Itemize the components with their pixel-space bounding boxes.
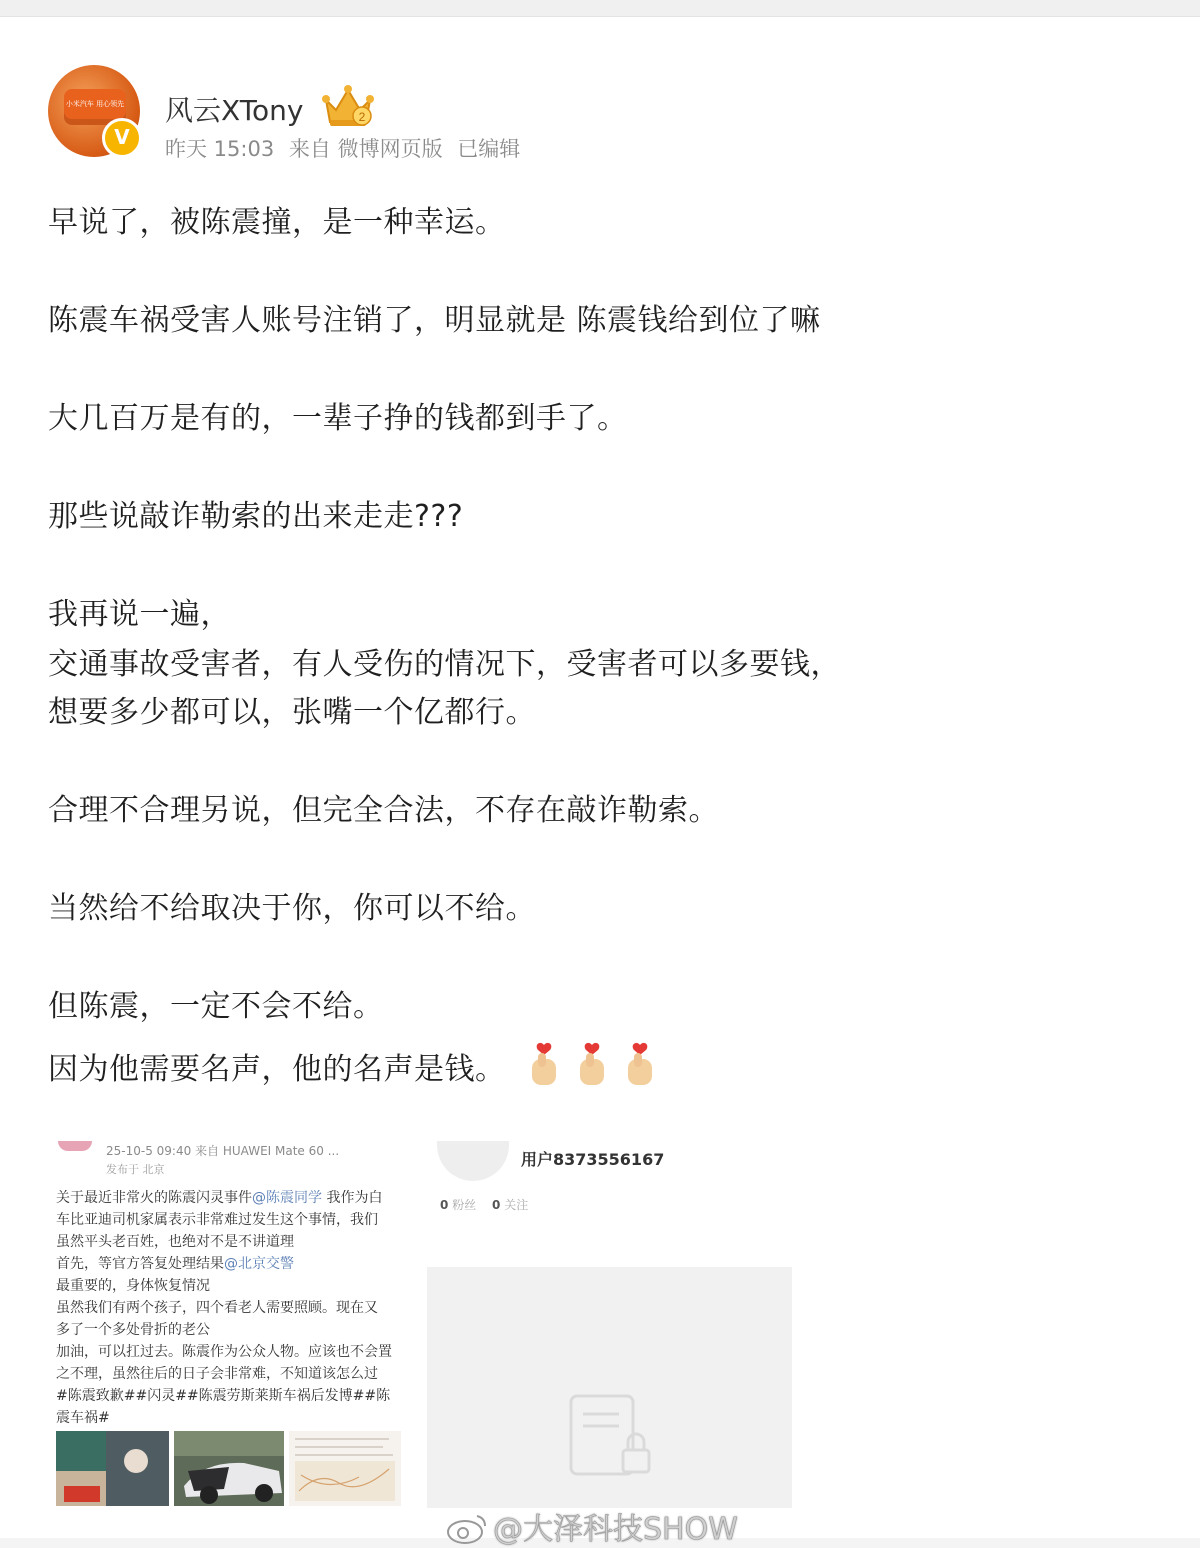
post-text-line: 当然给不给取决于你，你可以不给。 — [48, 891, 536, 926]
post-edited[interactable]: 已编辑 — [457, 137, 521, 161]
post-text-line: 想要多少都可以，张嘴一个亿都行。 — [48, 695, 536, 730]
weibo-watermark: @大泽科技SHOW — [445, 1504, 738, 1548]
finger-heart-emoji-icon — [620, 1041, 660, 1087]
embedded-text-line: 车比亚迪司机家属表示非常难过发生这个事情，我们 — [56, 1212, 378, 1228]
embedded-profile-username[interactable]: 用户8373556167 — [521, 1150, 665, 1169]
finger-heart-emoji-icon — [524, 1041, 564, 1087]
post-meta — [165, 133, 528, 163]
embedded-meta: 25-10-5 09:40 来自 HUAWEI Mate 60 ... — [106, 1144, 340, 1158]
avatar-caption: 小米汽车 用心领先 — [65, 100, 125, 108]
post-text-line-last — [48, 1041, 660, 1088]
embedded-screenshot-profile[interactable] — [427, 1129, 792, 1514]
finger-heart-emoji-icon — [572, 1041, 612, 1087]
author-name[interactable]: 风云XTony — [165, 94, 304, 127]
post-time[interactable]: 昨天 15:03 — [165, 137, 275, 161]
verified-badge-icon: V — [102, 118, 142, 158]
locked-content-panel — [427, 1267, 792, 1508]
svg-text:2: 2 — [358, 110, 366, 124]
post-text-line: 那些说敲诈勒索的出来走走??? — [48, 499, 464, 534]
post-card — [0, 17, 1200, 1547]
crown-icon — [320, 84, 376, 130]
embedded-text-line: 关于最近非常火的陈震闪灵事件@陈震同学 我作为白 — [56, 1190, 383, 1206]
embedded-screenshot-post[interactable] — [48, 1129, 413, 1514]
embedded-profile-avatar — [437, 1141, 509, 1181]
embedded-text-line: 加油，可以扛过去。陈震作为公众人物。应该也不会置 — [56, 1344, 392, 1360]
post-source: 来自 微博网页版 — [288, 137, 443, 161]
embedded-text-line: 首先，等官方答复处理结果@北京交警 — [56, 1256, 294, 1272]
post-text-line: 陈震车祸受害人账号注销了，明显就是 陈震钱给到位了嘛 — [48, 303, 821, 338]
follow-count[interactable]: 0 关注 — [492, 1198, 529, 1212]
embedded-text-line: 最重要的，身体恢复情况 — [56, 1278, 210, 1294]
embedded-text-line: 多了一个多处骨折的老公 — [56, 1322, 210, 1338]
post-text-line: 我再说一遍， — [48, 597, 231, 632]
post-text-line: 但陈震，一定不会不给。 — [48, 989, 384, 1024]
top-strip — [0, 0, 1200, 17]
post-text-line: 合理不合理另说，但完全合法，不存在敲诈勒索。 — [48, 793, 719, 828]
embedded-photo-ambulance[interactable] — [56, 1431, 169, 1506]
embedded-text-line: 虽然平头老百姓，也绝对不是不讲道理 — [56, 1234, 294, 1250]
embedded-hashtags[interactable]: 震车祸# — [56, 1410, 110, 1426]
embedded-photo-document[interactable] — [289, 1431, 401, 1506]
post-text-line: 交通事故受害者，有人受伤的情况下，受害者可以多要钱， — [48, 647, 841, 682]
embedded-photo-car-crash[interactable] — [174, 1431, 284, 1506]
embedded-text-line: 虽然我们有两个孩子，四个看老人需要照顾。现在又 — [56, 1300, 378, 1316]
embedded-avatar — [58, 1141, 92, 1151]
locked-document-icon — [567, 1392, 657, 1482]
post-text: 因为他需要名声，他的名声是钱。 — [48, 1052, 506, 1087]
post-text-line: 早说了，被陈震撞，是一种幸运。 — [48, 205, 506, 240]
embedded-text-line: 之不理，虽然往后的日子会非常难，不知道该怎么过 — [56, 1366, 378, 1382]
weibo-logo-icon — [445, 1512, 489, 1544]
post-text-line: 大几百万是有的，一辈子挣的钱都到手了。 — [48, 401, 628, 436]
embedded-hashtags[interactable]: #陈震致歉##闪灵##陈震劳斯莱斯车祸后发博##陈 — [56, 1388, 391, 1404]
embedded-location: 发布于 北京 — [106, 1163, 165, 1176]
fans-count[interactable]: 0 粉丝 — [440, 1198, 477, 1212]
